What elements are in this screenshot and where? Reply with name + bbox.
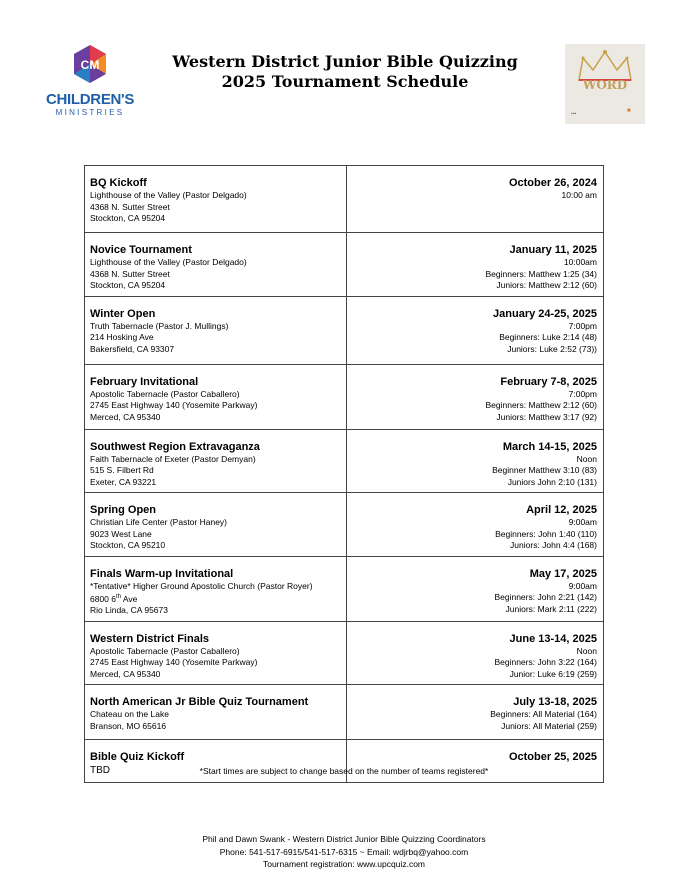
event-date-cell — [347, 429, 604, 493]
event-row — [85, 296, 604, 364]
event-location-cell — [85, 556, 347, 621]
event-info: 10:00 am — [561, 190, 597, 200]
event-row — [85, 166, 604, 233]
event-location-cell — [85, 233, 347, 297]
event-name: Southwest Region Extravaganza — [90, 440, 260, 453]
event-detail: 515 S. Filbert Rd — [90, 465, 154, 475]
event-info: 7:00pm — [568, 320, 597, 331]
event-info: 10:00am — [563, 257, 597, 267]
event-location-cell — [85, 364, 347, 429]
the-word-logo — [565, 44, 645, 124]
footer-registration: Tournament registration: www.upcquiz.com — [262, 859, 426, 869]
event-date-cell — [347, 740, 604, 783]
event-date-cell — [347, 296, 604, 364]
event-row — [85, 740, 604, 783]
event-date: January 11, 2025 — [509, 244, 597, 256]
footer — [84, 833, 604, 871]
event-date-cell — [347, 493, 604, 557]
event-name: North American Jr Bible Quiz Tournament — [90, 696, 309, 709]
logo-word: WORD — [582, 78, 628, 92]
event-info: Juniors John 2:10 (131) — [507, 476, 597, 487]
event-info: 9:00am — [568, 580, 597, 591]
event-date: February 7-8, 2025 — [500, 375, 597, 388]
event-name: BQ Kickoff — [90, 177, 147, 189]
event-info: Beginners: Matthew 1:25 (34) — [485, 268, 597, 279]
event-location-cell — [85, 685, 347, 740]
event-location-cell — [85, 429, 347, 493]
event-detail: 4368 N. Sutter Street — [90, 201, 170, 212]
event-date: July 13-18, 2025 — [513, 696, 597, 709]
event-detail: Apostolic Tabernacle (Pastor Caballero) — [90, 388, 240, 399]
event-date-cell — [347, 621, 604, 685]
jbq-badge-icon: ■ — [627, 108, 631, 114]
event-info: 9:00am — [568, 517, 597, 527]
event-name: Spring Open — [90, 504, 156, 516]
event-name: Novice Tournament — [90, 244, 192, 256]
event-detail: Stockton, CA 95210 — [90, 540, 166, 550]
event-date: June 13-14, 2025 — [509, 632, 597, 645]
event-row — [85, 493, 604, 557]
event-location-cell — [85, 166, 347, 233]
event-detail: *Tentative* Higher Ground Apostolic Church (Pastor Royer) — [90, 580, 313, 591]
childrens-ministries-logo — [40, 44, 140, 120]
event-row — [85, 364, 604, 429]
event-info: Beginners: John 2:21 (142) — [494, 592, 597, 602]
event-date: October 25, 2025 — [508, 751, 597, 764]
event-detail: Stockton, CA 95204 — [90, 213, 166, 223]
page-title — [150, 52, 540, 92]
event-info: Beginners: Luke 2:14 (48) — [499, 332, 597, 342]
event-detail: Chateau on the Lake — [90, 709, 169, 720]
event-detail: Rio Linda, CA 95673 — [90, 605, 168, 616]
event-location-cell — [85, 296, 347, 364]
event-detail: 4368 N. Sutter Street — [90, 268, 170, 279]
logo-title: CHILDREN'S — [45, 91, 135, 108]
event-row — [85, 429, 604, 493]
cm-hexagon-icon — [72, 44, 108, 84]
event-info: Beginners: John 1:40 (110) — [495, 528, 597, 539]
event-detail: Faith Tabernacle of Exeter (Pastor Demyan) — [90, 453, 256, 464]
event-row — [85, 233, 604, 297]
event-detail: 2745 East Highway 140 (Yosemite Parkway) — [90, 657, 258, 668]
event-name: Bible Quiz Kickoff — [90, 751, 185, 764]
logo-fineprint-icon: ▪▪▪ — [571, 111, 577, 117]
event-detail: Bakersfield, CA 93307 — [90, 343, 175, 354]
start-times-note: *Start times are subject to change based on the number of teams registered* — [199, 766, 489, 776]
event-location-cell — [85, 493, 347, 557]
event-info: Noon — [576, 453, 597, 464]
logo-subtitle: MINISTRIES — [55, 108, 125, 117]
event-detail: 2745 East Highway 140 (Yosemite Parkway) — [90, 400, 258, 410]
event-info: Juniors: Mark 2:11 (222) — [505, 603, 597, 614]
event-info: Beginners: All Material (164) — [490, 709, 597, 720]
event-detail: Merced, CA 95340 — [90, 668, 161, 679]
title-line-1: Western District Junior Bible Quizzing — [172, 52, 518, 71]
event-date: April 12, 2025 — [526, 504, 597, 516]
event-detail: Truth Tabernacle (Pastor J. Mullings) — [90, 320, 229, 331]
event-info: Juniors: All Material (259) — [501, 720, 597, 731]
event-detail: Christian Life Center (Pastor Haney) — [90, 517, 228, 527]
event-date: January 24-25, 2025 — [493, 307, 597, 320]
event-info: Noon — [576, 645, 597, 656]
event-name: Finals Warm-up Invitational — [90, 567, 234, 580]
footer-coordinators: Phil and Dawn Swank - Western District Junior Bible Quizzing Coordinators — [202, 834, 486, 844]
event-info: Junior: Luke 6:19 (259) — [509, 668, 597, 679]
event-detail: Apostolic Tabernacle (Pastor Caballero) — [90, 645, 240, 656]
event-date-cell — [347, 364, 604, 429]
event-detail: TBD — [90, 765, 110, 777]
schedule-table — [84, 165, 604, 783]
event-detail: Stockton, CA 95204 — [90, 280, 166, 290]
event-name: Western District Finals — [90, 632, 209, 645]
event-date: March 14-15, 2025 — [502, 440, 597, 453]
event-info: Beginners: John 3:22 (164) — [494, 657, 597, 668]
event-location-cell — [85, 621, 347, 685]
event-row — [85, 621, 604, 685]
event-detail: Merced, CA 95340 — [90, 411, 161, 422]
event-info: Juniors: Matthew 2:12 (60) — [496, 280, 597, 290]
event-name: February Invitational — [90, 375, 199, 388]
event-detail: Exeter, CA 93221 — [90, 476, 157, 487]
event-row — [85, 556, 604, 621]
event-detail: 6800 6th Ave — [90, 593, 138, 604]
event-info: Juniors: John 4:4 (168) — [510, 540, 597, 550]
event-detail: Lighthouse of the Valley (Pastor Delgado) — [90, 257, 247, 267]
event-date: October 26, 2024 — [508, 177, 597, 189]
event-detail: Lighthouse of the Valley (Pastor Delgado) — [90, 190, 247, 200]
event-detail: 214 Hosking Ave — [90, 332, 154, 342]
event-info: Beginners: Matthew 2:12 (60) — [485, 400, 597, 410]
event-name: Winter Open — [90, 307, 156, 320]
title-line-2: 2025 Tournament Schedule — [221, 72, 469, 91]
event-date: May 17, 2025 — [529, 567, 597, 580]
event-info: 7:00pm — [568, 388, 597, 399]
svg-text:CM: CM — [80, 58, 100, 72]
event-date-cell — [347, 166, 604, 233]
event-detail: Branson, MO 65616 — [90, 720, 167, 731]
event-info: Juniors: Luke 2:52 (73)) — [507, 343, 597, 354]
event-date-cell — [347, 556, 604, 621]
event-row — [85, 685, 604, 740]
event-info: Beginner Matthew 3:10 (83) — [492, 465, 597, 475]
event-info: Juniors: Matthew 3:17 (92) — [496, 411, 597, 422]
event-date-cell — [347, 685, 604, 740]
footer-contact: Phone: 541-517-6915/541-517-6315 ~ Email: wdjrbq@yahoo.com — [219, 846, 469, 857]
event-detail: 9023 West Lane — [90, 528, 152, 539]
event-location-cell — [85, 740, 347, 783]
event-date-cell — [347, 233, 604, 297]
